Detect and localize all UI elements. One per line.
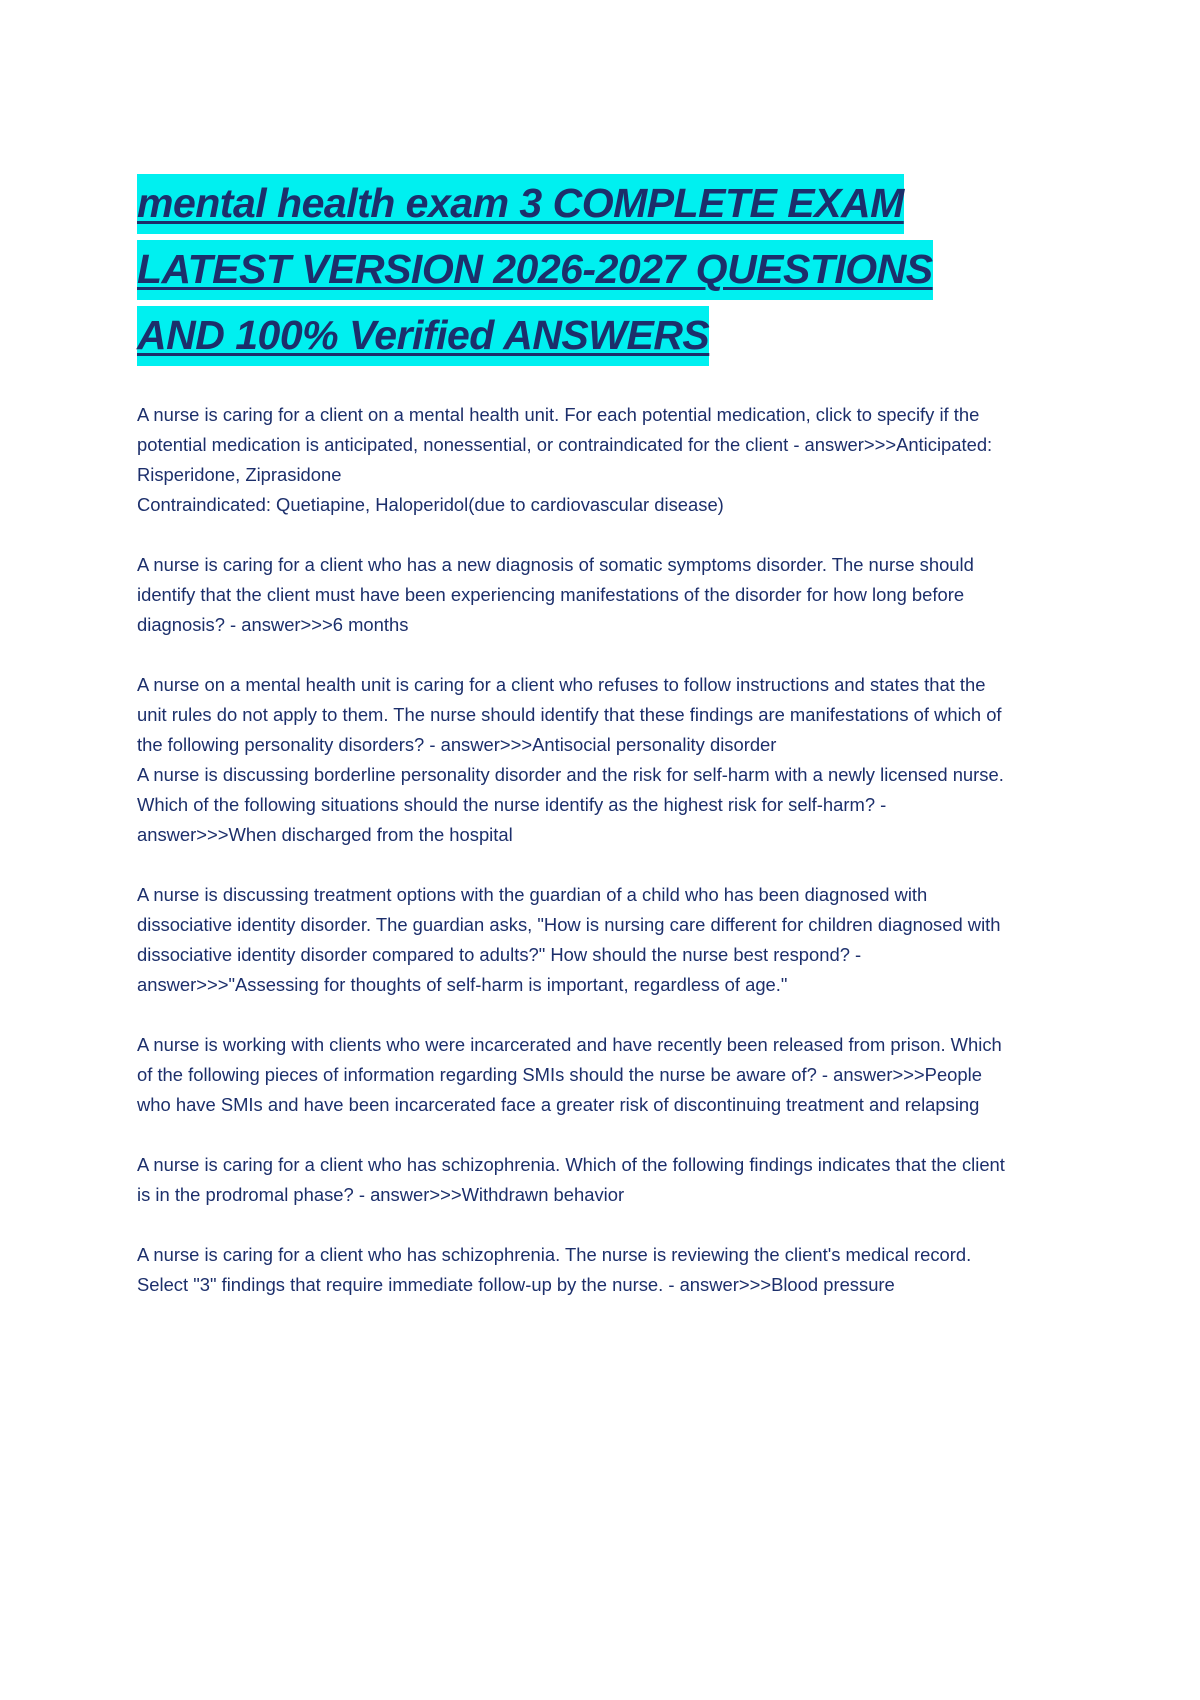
title-line: LATEST VERSION 2026-2027 QUESTIONS xyxy=(137,236,967,302)
qa-question: A nurse is discussing treatment options with the guardian of a child who has been diagnosed with dissociative identity disorder. The guardian asks, "How is nursing care different for children diagnosed with dissociative identity disorder compared to adults?" How should the nurse best respond? - answer>>>"Assessing for thoughts of self-harm is important, regardless of age." xyxy=(137,884,1001,995)
title-line: AND 100% Verified ANSWERS xyxy=(137,302,967,368)
qa-item xyxy=(137,1150,1017,1210)
qa-item xyxy=(137,400,1017,520)
qa-item xyxy=(137,880,1017,1000)
qa-item xyxy=(137,1030,1017,1120)
qa-list xyxy=(137,400,1017,1330)
qa-question: A nurse on a mental health unit is caring for a client who refuses to follow instructions and states that the unit rules do not apply to them. The nurse should identify that these findings are manifestations of which of the following personality disorders? - answer>>>Antisocial personality disorder xyxy=(137,674,1002,755)
document-title xyxy=(137,170,967,368)
qa-item xyxy=(137,670,1017,760)
title-line: mental health exam 3 COMPLETE EXAM xyxy=(137,170,967,236)
qa-item xyxy=(137,1240,1017,1300)
qa-question: A nurse is caring for a client who has schizophrenia. Which of the following findings indicates that the client is in the prodromal phase? - answer>>>Withdrawn behavior xyxy=(137,1154,1005,1205)
qa-question: A nurse is discussing borderline personality disorder and the risk for self-harm with a newly licensed nurse. Which of the following situations should the nurse identify as the highest risk for self-harm? - answer>>>When discharged from the hospital xyxy=(137,764,1004,845)
qa-item xyxy=(137,760,1017,850)
qa-question: A nurse is caring for a client who has schizophrenia. The nurse is reviewing the client's medical record. Select "3" findings that require immediate follow-up by the nurse. - answer>>>Blood pressure xyxy=(137,1244,972,1295)
qa-answer-extra: Contraindicated: Quetiapine, Haloperidol(due to cardiovascular disease) xyxy=(137,494,724,515)
qa-question: A nurse is caring for a client who has a new diagnosis of somatic symptoms disorder. The nurse should identify that the client must have been experiencing manifestations of the disorder for how long before diagnosis? - answer>>>6 months xyxy=(137,554,974,635)
qa-item xyxy=(137,550,1017,640)
qa-question: A nurse is caring for a client on a mental health unit. For each potential medication, click to specify if the potential medication is anticipated, nonessential, or contraindicated for the client - answer>>>Anticipated: Risperidone, Ziprasidone xyxy=(137,404,993,485)
qa-question: A nurse is working with clients who were incarcerated and have recently been released from prison. Which of the following pieces of information regarding SMIs should the nurse be aware of? - answer>>>People who have SMIs and have been incarcerated face a greater risk of discontinuing treatment and relapsing xyxy=(137,1034,1002,1115)
